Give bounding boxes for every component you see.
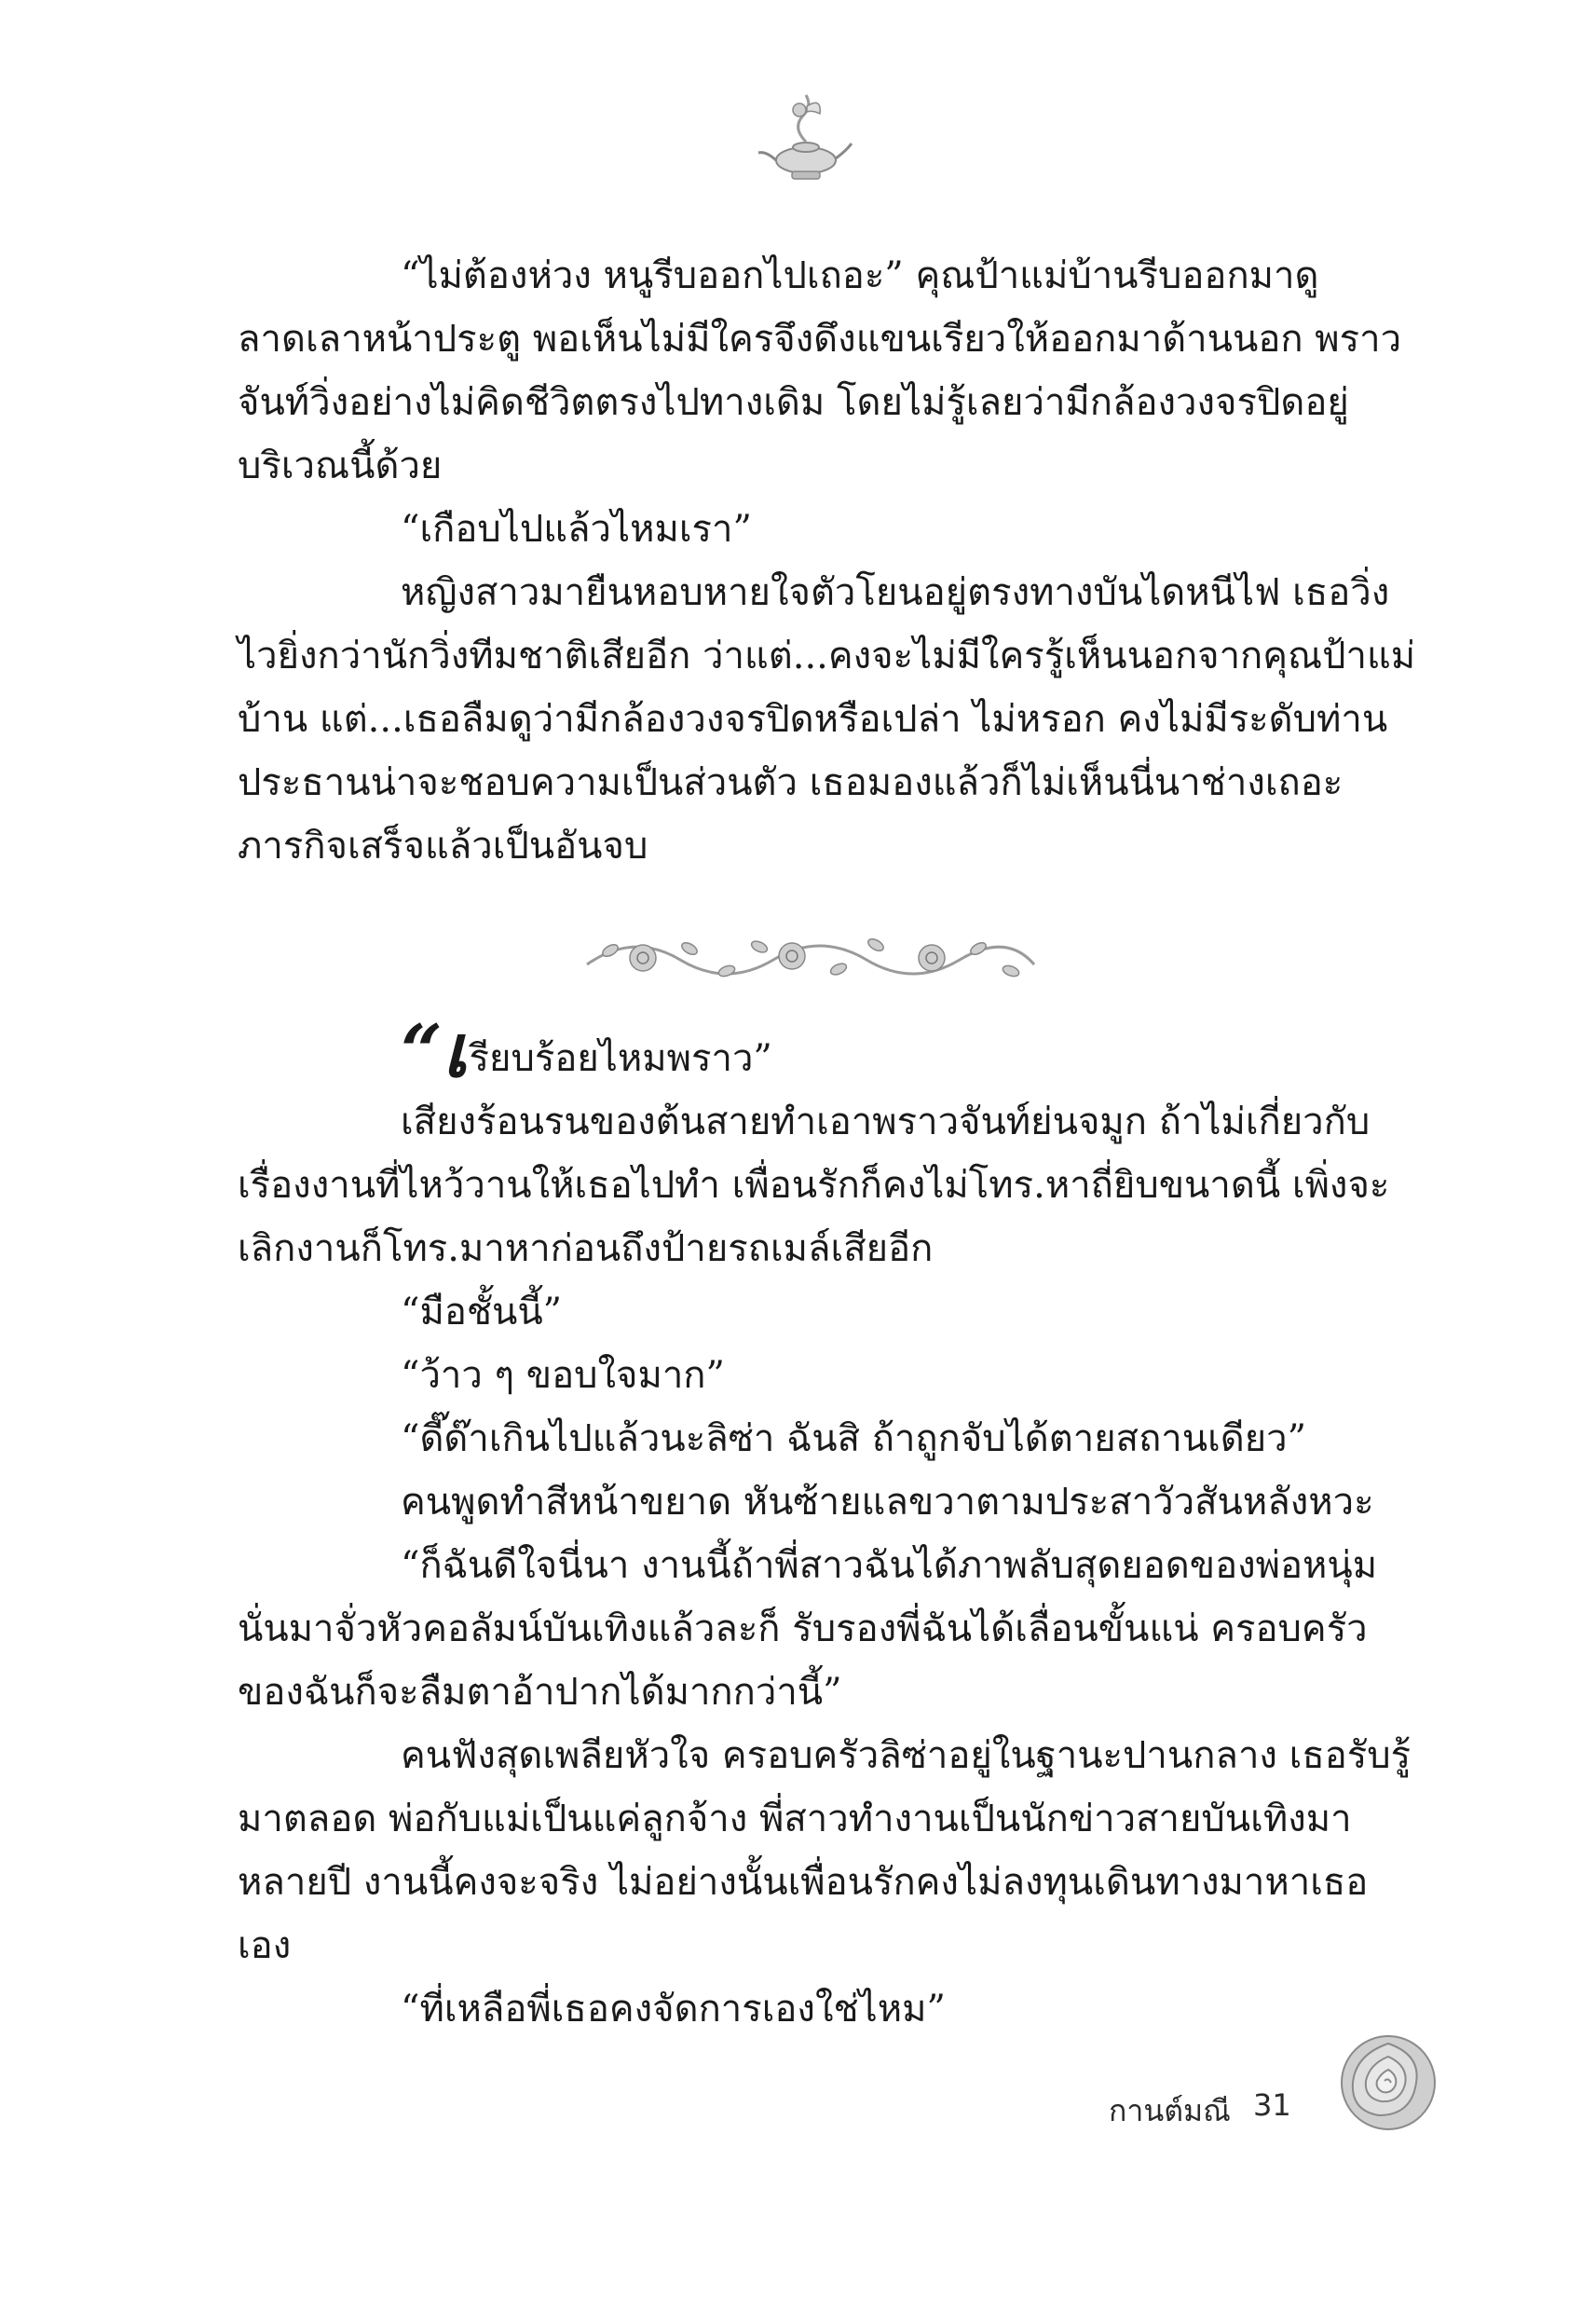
- dialogue-line: คนพูดทำสีหน้าขยาด หันซ้ายแลขวาตามประสาวัวสันหลังหวะ: [401, 1481, 1374, 1524]
- dialogue-line: “ว้าว ๆ ขอบใจมาก”: [401, 1354, 725, 1397]
- paragraph: เสียงร้อนรนของต้นสายทำเอาพราวจันท์ย่นจมูก ถ้าไม่เกี่ยวกับเรื่องงานที่ไหว้วานให้เธอไปทำ เพื่อนรักก็คงไม่โทร.หาถี่ยิบขนาดนี้ เพิ่งจะเลิกงานก็โทร.มาหาก่อนถึงป้ายรถเมล์เสียอีก: [238, 1101, 1390, 1270]
- text-block-1: [238, 244, 1421, 878]
- text-block-2: [238, 1009, 1421, 2041]
- dialogue-line: “ที่เหลือพี่เธอคงจัดการเองใช่ไหม”: [401, 1988, 946, 2031]
- drop-cap: “เ: [401, 1009, 468, 1094]
- dialogue-line: “เกือบไปแล้วไหมเรา”: [401, 508, 752, 551]
- footer-author: กานต์มณี: [1109, 2093, 1231, 2128]
- dropcap-line: [238, 1009, 1421, 1094]
- dialogue-line: “ดี๊ด๊าเกินไปแล้วนะลิซ่า ฉันสิ ถ้าถูกจับได้ตายสถานเดียว”: [401, 1417, 1307, 1460]
- floral-vine-divider: [578, 923, 1044, 988]
- dropcap-rest: รียบร้อยไหมพราว”: [469, 1037, 772, 1080]
- paragraph: “ก็ฉันดีใจนี่นา งานนี้ถ้าพี่สาวฉันได้ภาพลับสุดยอดของพ่อหนุ่มนั่นมาจั่วหัวคอลัมน์บันเทิงแล้วละก็ รับรองพี่ฉันได้เลื่อนขั้นแน่ ครอบครัวของฉันก็จะลืมตาอ้าปากได้มากกว่านี้”: [238, 1544, 1378, 1714]
- rose-icon: [1332, 2027, 1444, 2139]
- paragraph: หญิงสาวมายืนหอบหายใจตัวโยนอยู่ตรงทางบันไดหนีไฟ เธอวิ่งไวยิ่งกว่านักวิ่งทีมชาติเสียอีก ว่าแต่...คงจะไม่มีใครรู้เห็นนอกจากคุณป้าแม่บ้าน แต่...เธอลืมดูว่ามีกล้องวงจรปิดหรือเปล่า ไม่หรอก คงไม่มีระดับท่านประธานน่าจะชอบความเป็นส่วนตัว เธอมองแล้วก็ไม่เห็นนี่นาช่างเถอะ ภารกิจเสร็จแล้วเป็นอันจบ: [238, 571, 1416, 868]
- paragraph: คนฟังสุดเพลียหัวใจ ครอบครัวลิซ่าอยู่ในฐานะปานกลาง เธอรับรู้มาตลอด พ่อกับแม่เป็นแค่ลูกจ้าง พี่สาวทำงานเป็นนักข่าวสายบันเทิงมาหลายปี งานนี้คงจะจริง ไม่อย่างนั้นเพื่อนรักคงไม่ลงทุนเดินทางมาหาเธอเอง: [238, 1734, 1412, 1967]
- dialogue-line: “มือชั้นนี้”: [401, 1291, 563, 1333]
- page-number: 31: [1253, 2087, 1291, 2123]
- paragraph: “ไม่ต้องห่วง หนูรีบออกไปเถอะ” คุณป้าแม่บ้านรีบออกมาดูลาดเลาหน้าประตู พอเห็นไม่มีใครจึงดึงแขนเรียวให้ออกมาด้านนอก พราวจันท์วิ่งอย่างไม่คิดชีวิตตรงไปทางเดิม โดยไม่รู้เลยว่ามีกล้องวงจรปิดอยู่บริเวณนี้ด้วย: [238, 254, 1402, 487]
- genie-lamp-icon: [755, 86, 857, 188]
